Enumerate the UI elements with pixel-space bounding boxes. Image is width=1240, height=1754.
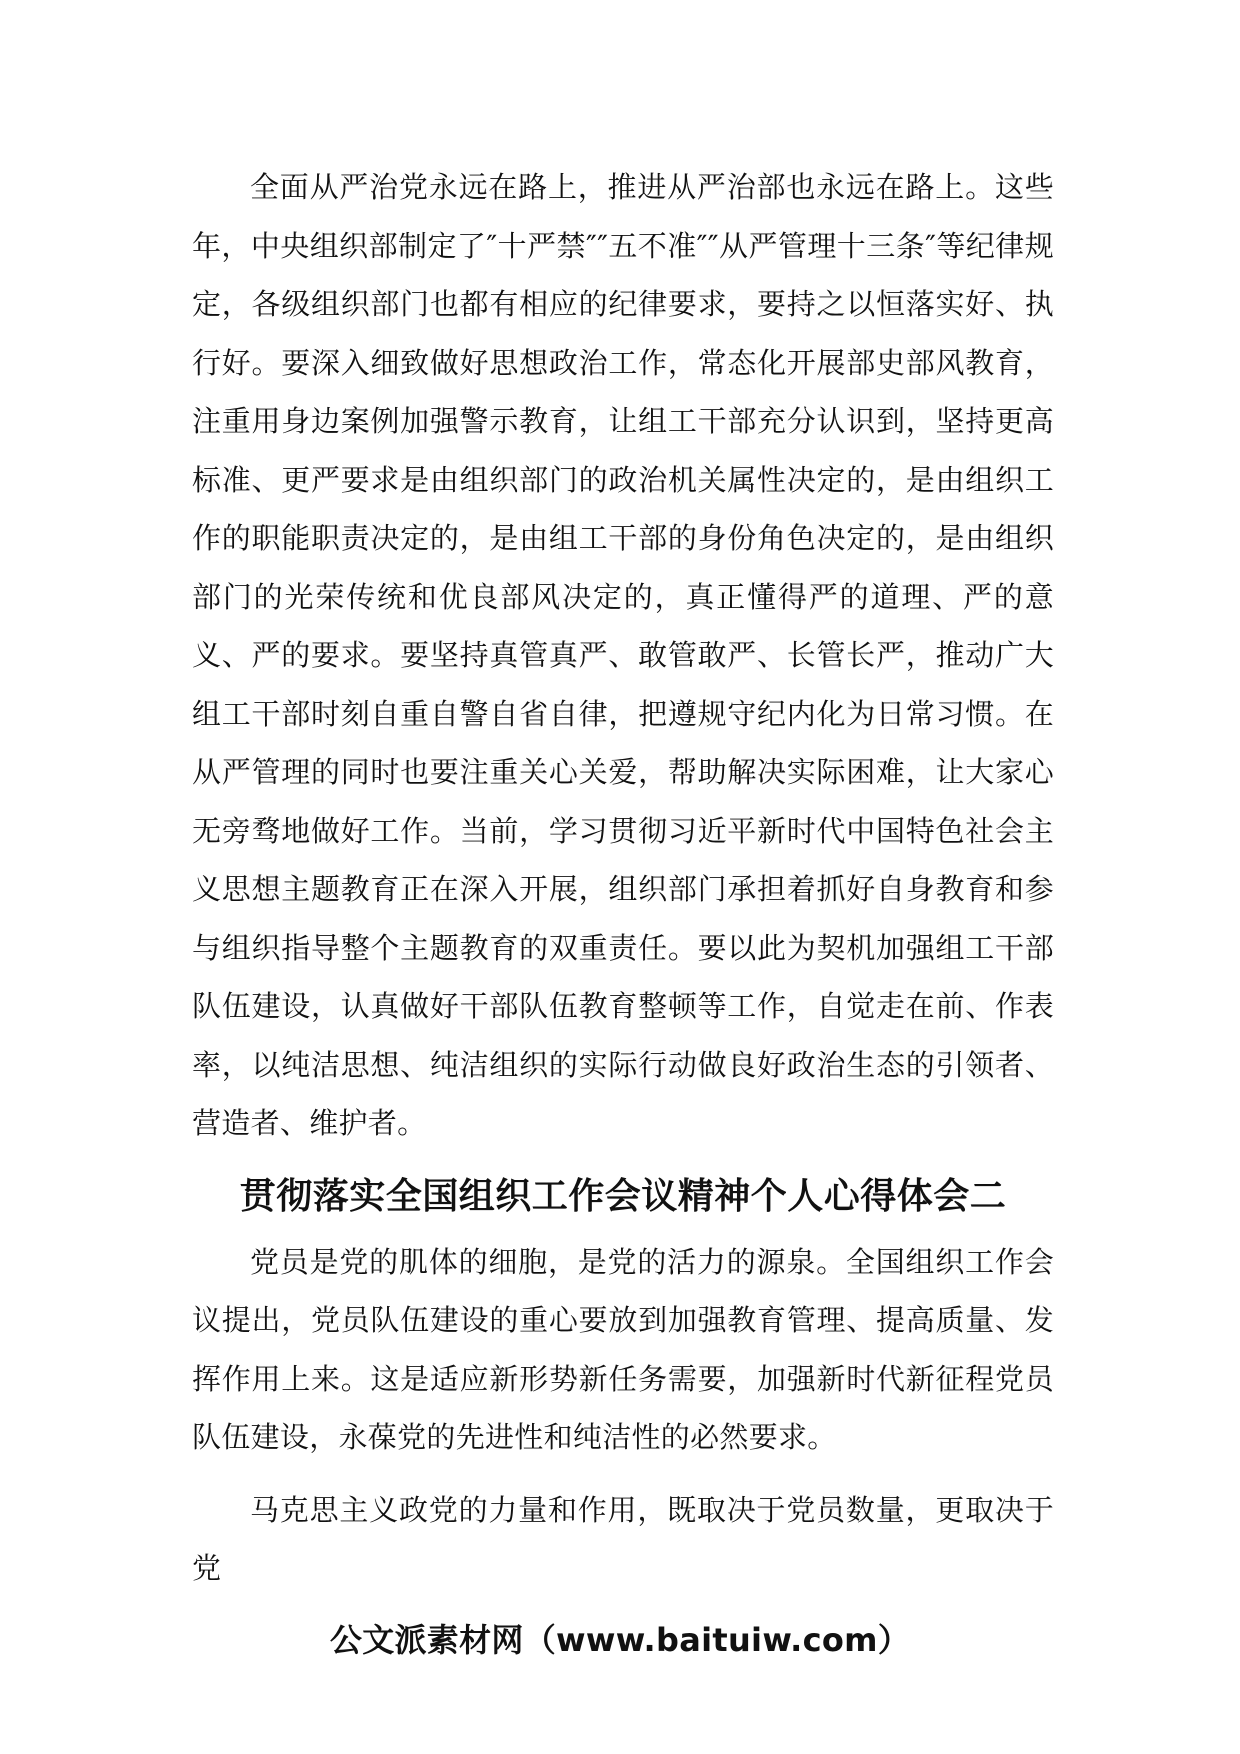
body-paragraph: 党员是党的肌体的细胞，是党的活力的源泉。全国组织工作会议提出，党员队伍建设的重心要放到加强教育管理、提高质量、发挥作用上来。这是适应新形势新任务需要，加强新时代新征程党员队伍建设，永葆党的先进性和纯洁性的必然要求。 xyxy=(192,1244,1054,1454)
body-paragraph: 全面从严治党永远在路上，推进从严治部也永远在路上。这些年，中央组织部制定了″十严禁″″五不准″″从严管理十三条″等纪律规定，各级组织部门也都有相应的纪律要求，要持之以恒落实好、执行好。要深入细致做好思想政治工作，常态化开展部史部风教育，注重用身边案例加强警示教育，让组工干部充分认识到，坚持更高标准、更严要求是由组织部门的政治机关属性决定的，是由组织工作的职能职责决定的，是由组工干部的身份角色决定的，是由组织部门的光荣传统和优良部风决定的，真正懂得严的道理、严的意义、严的要求。要坚持真管真严、敢管敢严、长管长严，推动广大组工干部时刻自重自警自省自律，把遵规守纪内化为日常习惯。在从严管理的同时也要注重关心关爱，帮助解决实际困难，让大家心无旁骛地做好工作。当前，学习贯彻习近平新时代中国特色社会主义思想主题教育正在深入开展，组织部门承担着抓好自身教育和参与组织指导整个主题教育的双重责任。要以此为契机加强组工干部队伍建设，认真做好干部队伍教育整顿等工作，自觉走在前、作表率，以纯洁思想、纯洁组织的实际行动做良好政治生态的引领者、营造者、维护者。 xyxy=(192,170,1054,1140)
footer-watermark: 公文派素材网（www.baituiw.com） xyxy=(329,1621,911,1659)
document-body xyxy=(192,158,1054,1598)
section-heading: 贯彻落实全国组织工作会议精神个人心得体会二 xyxy=(239,1175,1007,1217)
body-paragraph: 马克思主义政党的力量和作用，既取决于党员数量，更取决于党 xyxy=(192,1492,1054,1585)
